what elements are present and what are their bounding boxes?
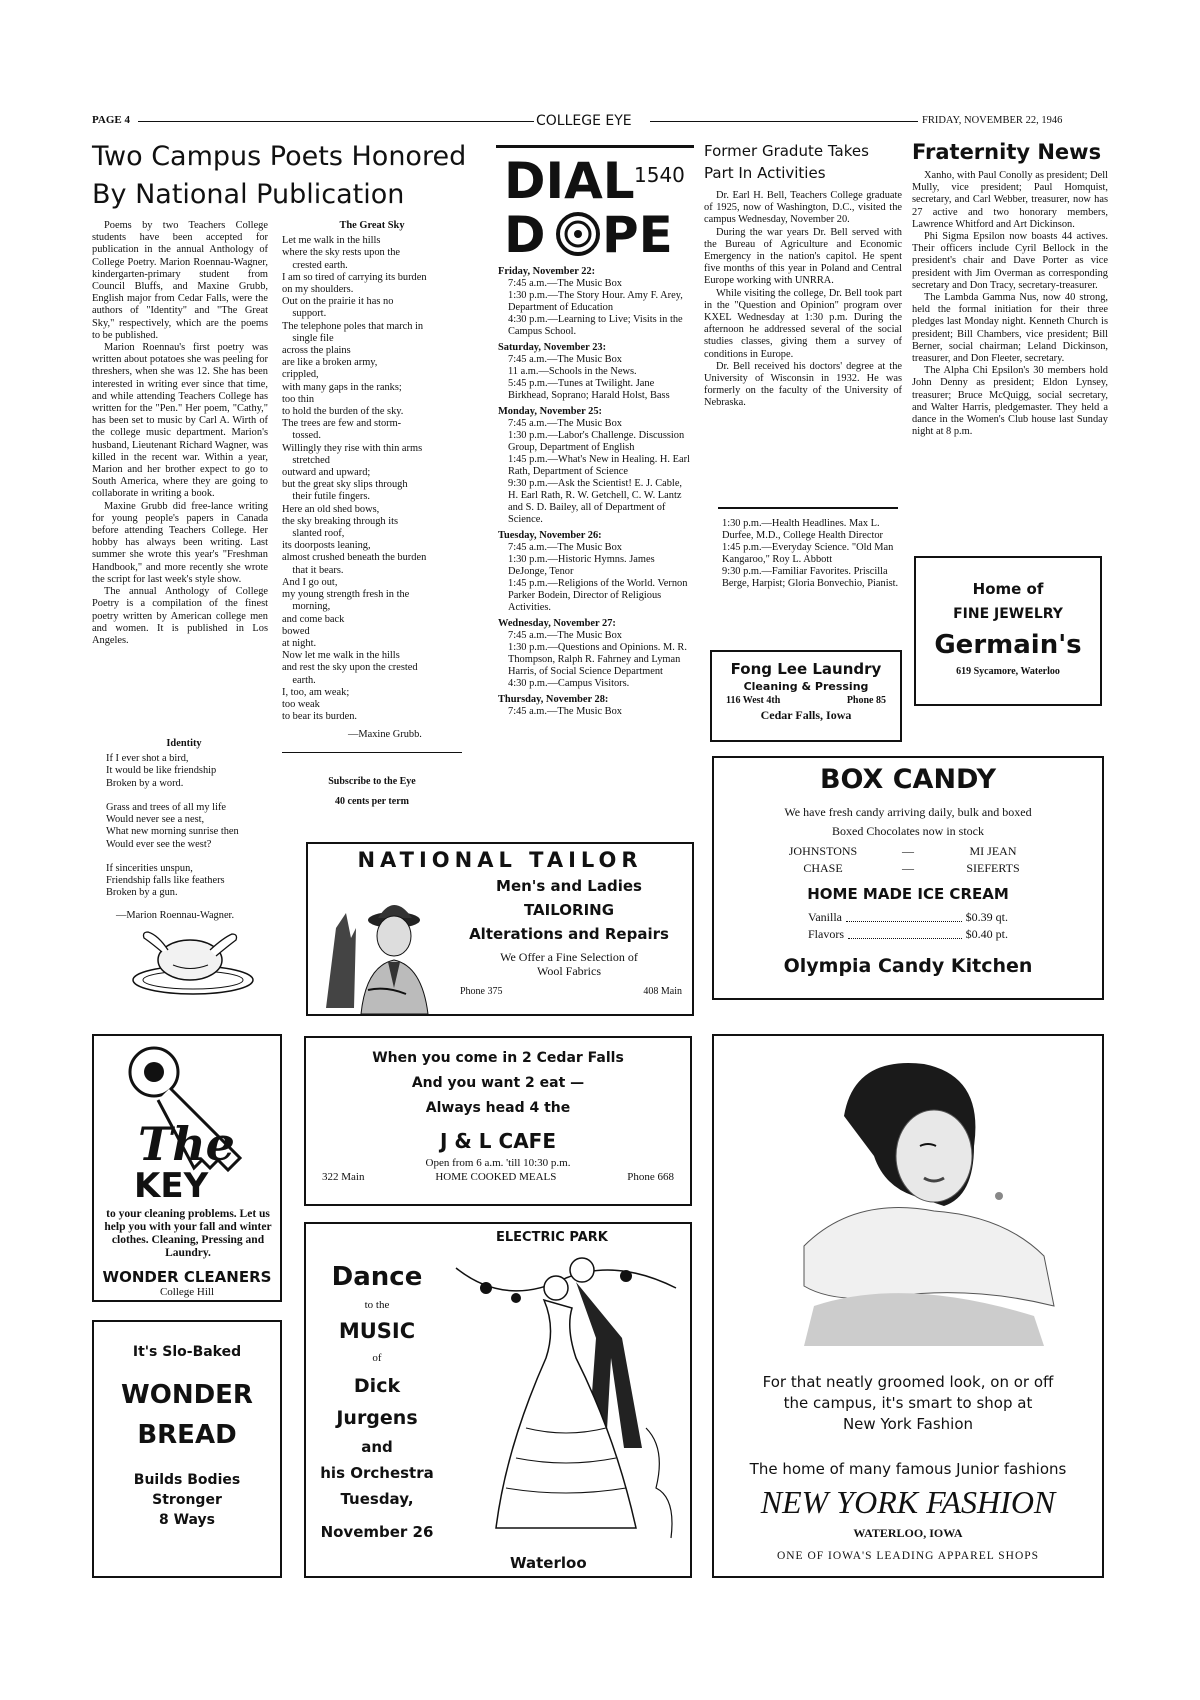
schedule-item: 5:45 p.m.—Tunes at Twilight. Jane Birkhead, Soprano; Harald Holst, Bass xyxy=(508,378,670,401)
poem-line: Out on the prairie it has no xyxy=(282,296,394,308)
radio-schedule-continued xyxy=(722,518,902,590)
poem-line: The telephone poles that march in xyxy=(282,320,424,332)
poem-line: and come back xyxy=(282,613,345,625)
poem-line: Grass and trees of all my life xyxy=(106,802,227,814)
poem-line: Broken by a word. xyxy=(106,777,184,789)
poem-line: outward and upward; xyxy=(282,467,371,479)
poem-line: single file xyxy=(282,332,334,344)
schedule-item: 1:45 p.m.—Everyday Science. "Old Man Kangaroo," Roy L. Abbott xyxy=(722,542,894,565)
paper-name: COLLEGE EYE xyxy=(536,113,632,129)
schedule-item: 1:45 p.m.—What's New in Healing. H. Earl Rath, Department of Science xyxy=(508,454,690,477)
poem-line: Now let me walk in the hills xyxy=(282,650,400,662)
poem-line: Friendship falls like feathers xyxy=(106,875,225,887)
poem-line: that it bears. xyxy=(282,564,344,576)
tailor-man-illustration xyxy=(316,878,446,1014)
schedule-item: 9:30 p.m.—Familiar Favorites. Priscilla Berge, Harpist; Gloria Bonvechio, Pianist. xyxy=(722,566,899,589)
ad-wonder-cleaners: The KEY to your cleaning problems. Let us help you with your fall and winter clothes. Cleaning, Pressing and Laundry. WONDER CLEANERS College Hill xyxy=(92,1034,282,1302)
schedule-item: 1:45 p.m.—Religions of the World. Vernon Parker Bodein, Director of Religious Activities. xyxy=(508,578,688,613)
poem-line: crested earth. xyxy=(282,259,348,271)
schedule-item: 1:30 p.m.—Questions and Opinions. M. R. Thompson, Ralph R. Fahrney and Lyman Harris, of Social Science Department xyxy=(508,642,687,677)
poem-line: stretched xyxy=(282,454,330,466)
poem-line: If I ever shot a bird, xyxy=(106,753,189,765)
poem-line: morning, xyxy=(282,601,331,613)
dial-dope-logo xyxy=(496,152,694,258)
poem-line: and rest the sky upon the crested xyxy=(282,662,418,674)
schedule-day: Monday, November 25: xyxy=(498,406,602,417)
ad-germains: Home of FINE JEWELRY Germain's 619 Sycamore, Waterloo xyxy=(914,556,1102,706)
poem-line xyxy=(106,851,276,863)
poem-line: Let me walk in the hills xyxy=(282,235,381,247)
schedule-item: 1:30 p.m.—Historic Hymns. James DeJonge, Tenor xyxy=(508,554,655,577)
poem-line: my young strength fresh in the xyxy=(282,589,410,601)
poem-line: Would ever see the west? xyxy=(106,838,212,850)
schedule-item: 7:45 a.m.—The Music Box xyxy=(508,354,622,365)
schedule-item: 7:45 a.m.—The Music Box xyxy=(508,706,622,717)
poem-line: to bear its burden. xyxy=(282,711,358,723)
schedule-item: 9:30 p.m.—Ask the Scientist! E. J. Cable, H. Earl Rath, R. W. Getchell, C. W. Lantz and S. D. Bailey, all of Department of Science. xyxy=(508,478,683,525)
schedule-item: 11 a.m.—Schools in the News. xyxy=(508,366,637,377)
poem-line: earth. xyxy=(282,674,316,686)
poem-line: where the sky rests upon the xyxy=(282,247,401,259)
poem-line: Broken by a gun. xyxy=(106,887,178,899)
schedule-item: 4:30 p.m.—Campus Visitors. xyxy=(508,678,630,689)
schedule-day: Tuesday, November 26: xyxy=(498,530,602,541)
poem-line: If sincerities unspun, xyxy=(106,863,193,875)
ad-electric-park-dance: ELECTRIC PARK Dance to the MUSIC of Dick Jurgens and his Orchestra Tuesday, November 26 Waterloo xyxy=(304,1222,692,1578)
fraternity-headline: Fraternity News xyxy=(912,140,1102,164)
poets-article-body: Poems by two Teachers College students have been accepted for publication in the annual Anthology of College Poetry. Marion Roennau-Wagner, kindergarten-primary student from Council Bluffs, and Maxine Grubb, English major from Cedar Falls, were the authors of "Identity" and "The Great Sky," respectively, which are the poems to be published. Marion Roennau's first poetry was written about potatoes she was peeling for threshers, when she was 12. She has been interested in writing ever since that time, and while attending Teachers College has written for the "Pen." Her poem, "Cathy," has been set to music by Carl A. Wirth of the college music department. Marion's husband, Lieutenant Richard Wagner, was killed in the recent war. Within a year, Marion and her brother expect to go to South America, where they are going to collaborate in writing a book. Maxine Grubb did free-lance writing for young people's papers in Canada before attending Teachers College. Her hobby has always been writing. Last summer she wrote this year's "Freshman Handbook," and more recently she wrote the script for last week's style show. The annual Anthology of College Poetry is a compilation of the finest poetry written by American college men and women. It is published in Los Angeles. xyxy=(92,220,268,646)
poem-line: at night. xyxy=(282,637,317,649)
poem-line: Would never see a nest, xyxy=(106,814,205,826)
graduate-headline: Former Gradute Takes Part In Activities xyxy=(704,142,869,182)
fraternity-article-body: Xanho, with Paul Conolly as president; Dell Mully, vice president; Paul Homquist, secretary, and Carl Webber, treasurer, now has 27 active and two honorary members, Lawrence Whitford and Art Dickinson. Phi Sigma Epsilon now boasts 44 actives. Their officers include Cyril Bellock in the president's chair and Dave Porter as vice president with Jim Overman as corresponding secretary and Don Tracy, secretary-treasurer. The Lambda Gamma Nus, now 40 strong, held the formal initiation for their three pledges last Monday night. Kenneth Church is president; Bill Chambers, vice president; Bill Berner, social chairman; Leland Dickinson, treasurer, and Don Fleeter, secretary. The Alpha Chi Epsilon's 30 members hold John Denny as president; Eldon Lynsey, treasurer; Bruce McQuigg, social secretary, and Walter Harris, pledgemaster. They held a dance in the Women's Club house last Sunday night at 8 p.m. xyxy=(912,170,1108,438)
poem-line: slanted roof, xyxy=(282,528,345,540)
poem-identity: Identity If I ever shot a bird, It would be like friendship Broken by a word. Grass and trees of all my life Would never see a nest, What new morning sunrise then Would ever see the west? If sincerities unspun, Friendship falls like feathers Broken by a gun. —Marion Roennau-Wagner. xyxy=(106,738,276,922)
poem-line: too weak xyxy=(282,698,320,710)
ad-jl-cafe: When you come in 2 Cedar Falls And you want 2 eat — Always head 4 the J & L CAFE Open from 6 a.m. 'till 10:30 p.m. 322 Main HOME COOKED MEALS Phone 668 xyxy=(304,1036,692,1206)
schedule-day: Thursday, November 28: xyxy=(498,694,609,705)
turkey-illustration xyxy=(128,920,258,1000)
ad-box-candy: BOX CANDY We have fresh candy arriving daily, bulk and boxed Boxed Chocolates now in stock JOHNSTONS — MI JEAN CHASE — SIEFERTS HOME MADE ICE CREAM Vanilla $0.39 qt. Flavors $0.40 pt. Olympia Candy Kitchen xyxy=(712,756,1104,1000)
poem-line: It would be like friendship xyxy=(106,765,217,777)
schedule-day: Wednesday, November 27: xyxy=(498,618,616,629)
schedule-day: Saturday, November 23: xyxy=(498,342,607,353)
poem-line: Willingly they rise with thin arms xyxy=(282,442,423,454)
poem-line: Here an old shed bows, xyxy=(282,503,380,515)
schedule-item: 7:45 a.m.—The Music Box xyxy=(508,542,622,553)
schedule-day: Friday, November 22: xyxy=(498,266,596,277)
poem-line: the sky breaking through its xyxy=(282,515,399,527)
key-the-text: The xyxy=(138,1117,235,1171)
poem-line: on my shoulders. xyxy=(282,284,354,296)
logo-dope: D xyxy=(504,206,546,258)
poem-line: almost crushed beneath the burden xyxy=(282,552,427,564)
schedule-item: 1:30 p.m.—The Story Hour. Amy F. Arey, Department of Education xyxy=(508,290,683,313)
poem-line: bowed xyxy=(282,625,310,637)
poem-line: across the plains xyxy=(282,345,351,357)
poem-line: crippled, xyxy=(282,369,319,381)
schedule-item: 1:30 p.m.—Labor's Challenge. Discussion Group, Department of English xyxy=(508,430,685,453)
ad-new-york-fashion: For that neatly groomed look, on or off the campus, it's smart to shop at New York Fashion The home of many famous Junior fashions NEW YORK FASHION WATERLOO, IOWA ONE OF IOWA'S LEADING APPAREL SHOPS xyxy=(712,1034,1104,1578)
svg-text:PE: PE xyxy=(602,206,673,258)
logo-dial: DIAL xyxy=(504,152,635,210)
ad-national-tailor: NATIONAL TAILOR Men's and Ladies TAILORING Alterations and Repairs We Offer a Fine Selection of Wool Fabrics Phone 375 408 Main xyxy=(306,842,694,1016)
ad-fong-lee-laundry: Fong Lee Laundry Cleaning & Pressing 116 West 4th Phone 85 Cedar Falls, Iowa xyxy=(710,650,902,742)
poem-line: I, too, am weak; xyxy=(282,686,350,698)
poem-line: its doorposts leaning, xyxy=(282,540,371,552)
poem-line: And I go out, xyxy=(282,576,338,588)
subscribe-notice: Subscribe to the Eye 40 cents per term xyxy=(328,776,416,807)
fashion-woman-illustration xyxy=(744,1046,1074,1346)
issue-date: FRIDAY, NOVEMBER 22, 1946 xyxy=(922,115,1063,126)
dancing-couple-illustration xyxy=(446,1248,686,1548)
schedule-item: 7:45 a.m.—The Music Box xyxy=(508,278,622,289)
poem-line: tossed. xyxy=(282,430,321,442)
poem-line: support. xyxy=(282,308,327,320)
page-number: PAGE 4 xyxy=(92,114,130,126)
schedule-item: 4:30 p.m.—Learning to Live; Visits in the Campus School. xyxy=(508,314,683,337)
poem-great-sky: The Great Sky Let me walk in the hills where the sky rests upon the crested earth. I am so tired of carrying its burden on my shoulders. Out on the prairie it has no support. The telephone poles that march in single file across the plains are like a broken army, crippled, with many gaps in the ranks; too thin to hold the burden of the sky. The trees are few and storm- tossed. Willingly they rise with thin arms stretched outward and upward; but the great sky slips through their futile fingers. Here an old shed bows, the sky breaking through its slanted roof, its doorposts leaning, almost crushed beneath the burden that it bears. And I go out, my young strength fresh in the morning, and come back bowed at night. Now let me walk in the hills and rest the sky upon the crested earth. I, too, am weak; too weak to bear its burden. —Maxine Grubb. xyxy=(282,220,462,742)
radio-schedule xyxy=(498,262,694,718)
poem-line xyxy=(106,790,276,802)
schedule-item: 7:45 a.m.—The Music Box xyxy=(508,630,622,641)
headline: Two Campus Poets Honored By National Publication xyxy=(92,141,467,210)
poem-line: are like a broken army, xyxy=(282,357,378,369)
poem-line: with many gaps in the ranks; xyxy=(282,381,402,393)
poem-line: but the great sky slips through xyxy=(282,479,408,491)
graduate-article-body: Dr. Earl H. Bell, Teachers College graduate of 1925, now of Washington, D.C., visited the campus Wednesday, November 20. During the war years Dr. Bell served with the Bureau of Agriculture and Economic Emergency in the nation's capitol. He spent five months of this year in Poland and Central Europe working with UNRRA. While visiting the college, Dr. Bell took part in the "Question and Opinion" program over KXEL Wednesday at 1:30 p.m. During the afternoon he addressed several of the social studies classes, giving them a survey of conditions in Europe. Dr. Bell received his doctors' degree at the University of Wisconsin in 1932. He was formerly on the faculty of the University of Nebraska. xyxy=(704,190,902,409)
poem-line: too thin xyxy=(282,393,315,405)
poem-line: their futile fingers. xyxy=(282,491,371,503)
schedule-item: 1:30 p.m.—Health Headlines. Max L. Durfee, M.D., College Health Director xyxy=(722,518,883,541)
poem-line: The trees are few and storm- xyxy=(282,418,402,430)
poem-line: I am so tired of carrying its burden xyxy=(282,271,427,283)
schedule-item: 7:45 a.m.—The Music Box xyxy=(508,418,622,429)
poem-line: What new morning sunrise then xyxy=(106,826,239,838)
poem-line: to hold the burden of the sky. xyxy=(282,406,404,418)
ad-wonder-bread: It's Slo-Baked WONDER BREAD Builds Bodies Stronger 8 Ways xyxy=(92,1320,282,1578)
logo-freq: 1540 xyxy=(634,163,685,187)
